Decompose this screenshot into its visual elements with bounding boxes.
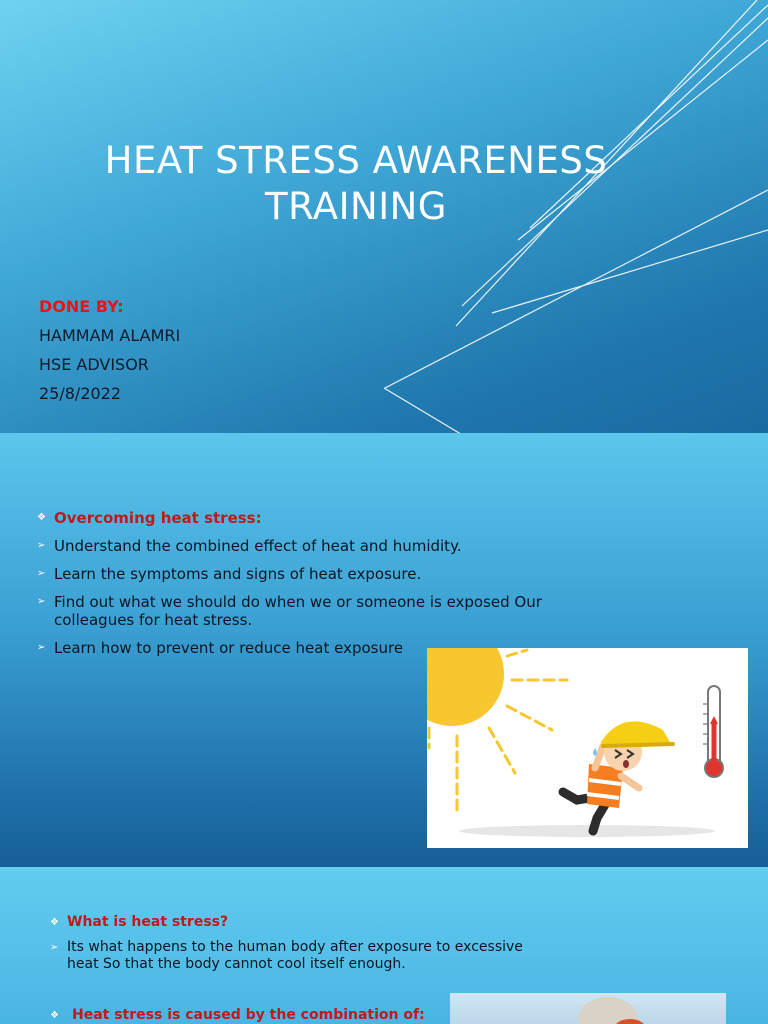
bullet-list: [34, 509, 554, 667]
diamond-bullet-icon: ❖: [50, 917, 59, 928]
done-by-label: DONE BY:: [39, 297, 124, 316]
arrowhead-bullet-icon: ➢: [50, 942, 59, 953]
list-item-text: Learn the symptoms and signs of heat exposure.: [54, 565, 422, 583]
arrowhead-bullet-icon: ➢: [37, 568, 46, 579]
list-heading-text: Overcoming heat stress:: [54, 509, 262, 527]
arrowhead-bullet-icon: ➢: [37, 642, 46, 653]
list-heading: [50, 914, 228, 931]
sun-icon: [427, 648, 504, 726]
list-item-text: Understand the combined effect of heat and humidity.: [54, 537, 462, 555]
what-is-heat-stress-slide: [0, 867, 768, 1024]
diamond-bullet-icon: ❖: [37, 512, 46, 523]
list-item-text-line: heat So that the body cannot cool itself enough.: [67, 956, 406, 972]
title-slide: [0, 0, 768, 433]
author-role: HSE ADVISOR: [39, 355, 149, 374]
list-item: [34, 565, 554, 583]
arrowhead-bullet-icon: ➢: [37, 540, 46, 551]
list-item: [34, 593, 554, 629]
list-heading: [34, 509, 554, 527]
list-item-text: Find out what we should do when we or someone is exposed Our colleagues for heat stress.: [54, 593, 542, 629]
worker-figure: [563, 721, 673, 831]
list-heading: [50, 1007, 425, 1024]
list-heading-text: What is heat stress?: [67, 914, 229, 930]
list-item: [34, 537, 554, 555]
arrowhead-bullet-icon: ➢: [37, 596, 46, 607]
author-date: 25/8/2022: [39, 384, 122, 403]
list-item-text-line: Its what happens to the human body after exposure to excessive: [67, 939, 523, 955]
overcoming-heat-stress-slide: [0, 433, 768, 867]
list-heading-text: Heat stress is caused by the combination of:: [72, 1007, 425, 1023]
slide-title: HEAT STRESS AWARENESS TRAINING: [104, 139, 608, 228]
author-block: [39, 296, 180, 412]
author-name: HAMMAM ALAMRI: [39, 326, 181, 345]
heat-stress-illustration-svg: [427, 648, 748, 848]
list-item: [50, 939, 587, 973]
thermometer-icon: [703, 686, 723, 777]
diamond-bullet-icon: ❖: [50, 1010, 59, 1021]
heat-stress-photo: [450, 993, 726, 1024]
heat-stress-illustration: [427, 648, 748, 848]
photo-svg: [450, 993, 726, 1024]
list-item-text: Learn how to prevent or reduce heat exposure: [54, 639, 404, 657]
